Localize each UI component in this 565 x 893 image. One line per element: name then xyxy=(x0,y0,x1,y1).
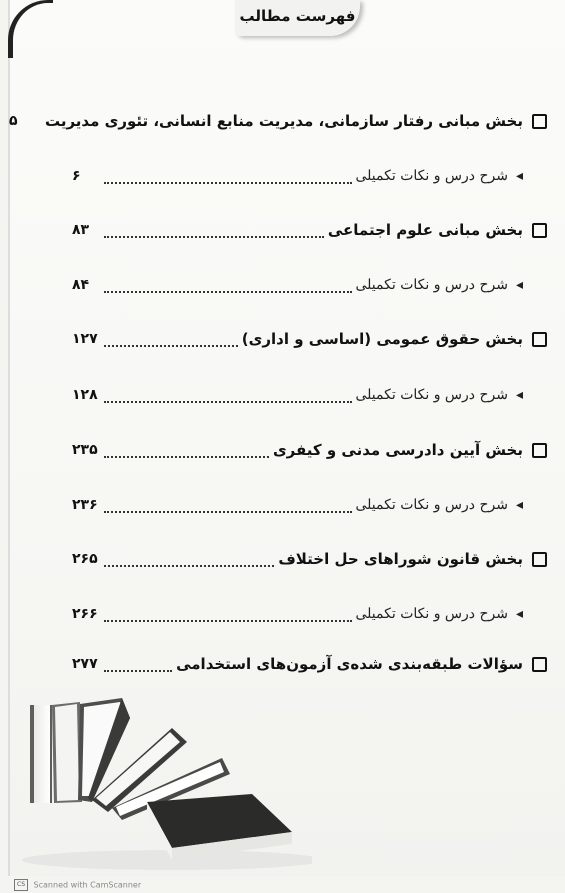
book-standing-2 xyxy=(52,702,82,803)
toc-entry-title: سؤالات طبقه‌بندی شده‌ی آزمون‌های استخدامی xyxy=(176,655,523,673)
toc-page xyxy=(8,0,565,890)
checkbox-square-icon xyxy=(532,552,547,567)
toc-page-number: ۲۶۶ xyxy=(72,606,98,622)
toc-entry-main[interactable] xyxy=(72,436,547,464)
toc-page-number: ۸۴ xyxy=(72,277,90,293)
arrow-left-icon: ◂ xyxy=(515,277,523,293)
arrow-left-icon: ◂ xyxy=(515,606,523,622)
toc-page-number: ۲۷۷ xyxy=(72,656,98,672)
toc-entry-sub[interactable] xyxy=(72,381,547,409)
toc-page-number: ۲۶۵ xyxy=(72,551,98,567)
toc-page-number: ۵ xyxy=(8,113,18,129)
dot-leader xyxy=(104,391,352,403)
toc-entry-title: بخش آیین دادرسی مدنی و کیفری xyxy=(272,441,523,459)
dot-leader xyxy=(104,281,352,293)
toc-entry-title: بخش مبانی علوم اجتماعی xyxy=(327,221,523,239)
toc-entry-sub[interactable] xyxy=(72,271,547,299)
toc-entry-main[interactable] xyxy=(72,650,547,678)
toc-page-number: ۶ xyxy=(72,168,81,184)
toc-entry-main[interactable] xyxy=(72,216,547,244)
book-standing-1 xyxy=(30,705,52,803)
toc-page-number: ۱۲۷ xyxy=(72,331,98,347)
dot-leader xyxy=(104,501,352,513)
dot-leader xyxy=(104,446,269,458)
toc-entry-title: شرح درس و نکات تکمیلی xyxy=(355,387,508,403)
toc-entry-title: بخش قانون شوراهای حل اختلاف xyxy=(278,550,523,568)
toc-entry-main[interactable] xyxy=(72,545,547,573)
toc-page-number: ۱۲۸ xyxy=(72,387,98,403)
page-title: فهرست مطالب xyxy=(239,7,356,25)
scanner-watermark xyxy=(14,879,141,891)
book-lying xyxy=(147,794,292,860)
toc-entry-title: شرح درس و نکات تکمیلی xyxy=(355,606,508,622)
checkbox-square-icon xyxy=(532,657,547,672)
toc-page-number: ۸۳ xyxy=(72,222,90,238)
dot-leader xyxy=(104,555,274,567)
toc-entry-title: شرح درس و نکات تکمیلی xyxy=(355,497,508,513)
checkbox-square-icon xyxy=(532,443,547,458)
toc-entry-title: بخش مبانی رفتار سازمانی، مدیریت منابع انسانی، تئوری مدیریت xyxy=(44,112,523,130)
toc-entry-title: شرح درس و نکات تکمیلی xyxy=(355,168,508,184)
toc-entry-title: شرح درس و نکات تکمیلی xyxy=(355,277,508,293)
page-corner-decoration xyxy=(8,0,53,58)
dot-leader xyxy=(104,172,352,184)
arrow-left-icon: ◂ xyxy=(515,168,523,184)
dot-leader xyxy=(104,660,172,672)
toc-entry-title: بخش حقوق عمومی (اساسی و اداری) xyxy=(241,330,523,348)
toc-entry-sub[interactable] xyxy=(72,162,547,190)
checkbox-square-icon xyxy=(532,332,547,347)
dot-leader xyxy=(104,335,238,347)
arrow-left-icon: ◂ xyxy=(515,497,523,513)
toc-entry-sub[interactable] xyxy=(72,491,547,519)
checkbox-square-icon xyxy=(532,114,547,129)
toc-entry-main[interactable] xyxy=(72,325,547,353)
toc-entry-sub[interactable] xyxy=(72,600,547,628)
camscanner-badge-icon: CS xyxy=(14,879,28,891)
toc-entry-main[interactable] xyxy=(8,107,547,135)
header-tab xyxy=(235,0,360,36)
arrow-left-icon: ◂ xyxy=(515,387,523,403)
watermark-text: Scanned with CamScanner xyxy=(33,880,142,890)
checkbox-square-icon xyxy=(532,223,547,238)
toc-page-number: ۲۳۶ xyxy=(72,497,98,513)
stacked-books-illustration xyxy=(22,690,312,870)
dot-leader xyxy=(104,226,324,238)
dot-leader xyxy=(104,610,352,622)
toc-page-number: ۲۳۵ xyxy=(72,442,98,458)
